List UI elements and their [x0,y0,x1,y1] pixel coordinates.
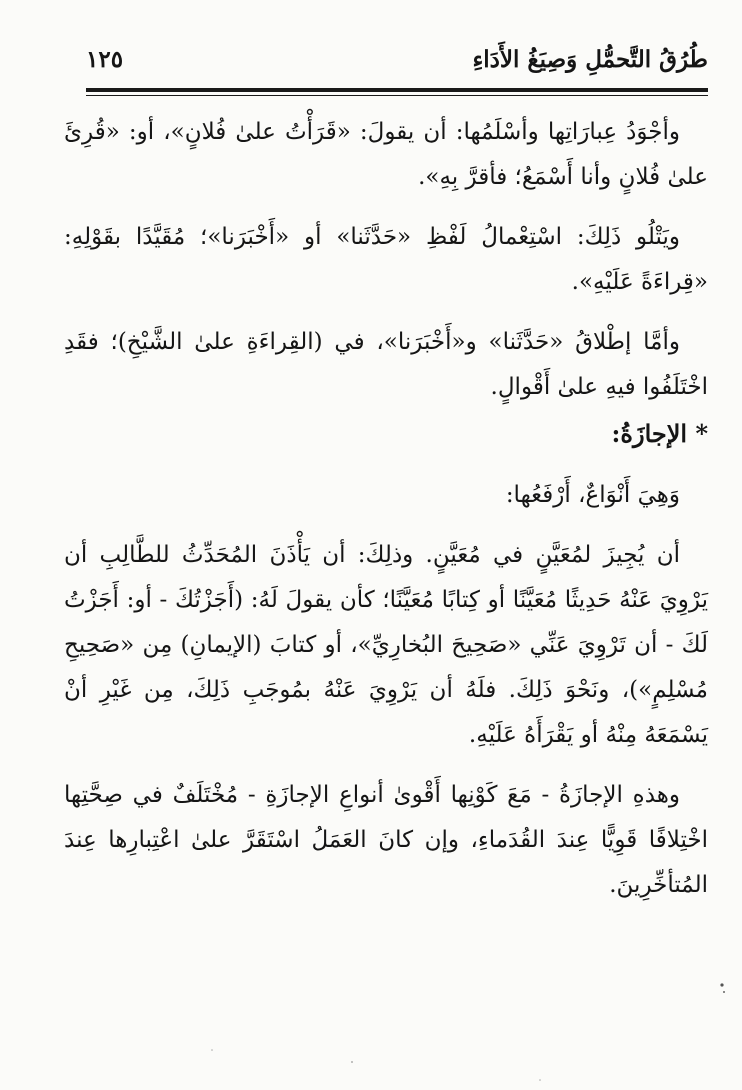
body-text [64,110,708,908]
paragraph-specific-permission: أن يُجِيزَ لمُعَيَّنٍ في مُعَيَّنٍ. وذلِكَ: أن يَأْذَنَ المُحَدِّثُ للطَّالِبِ أن يَرْوِيَ عَنْهُ حَدِيثًا مُعَيَّنًا أو كِتابًا مُعَيَّنًا؛ كأن يقولَ لَهُ: (أَجَزْتُكَ - أو: أَجَزْتُ لَكَ - أن تَرْوِيَ عَنِّي «صَحِيحَ البُخارِيِّ»، أو كتابَ (الإيمانِ) مِن «صَحِيحِ مُسْلِمٍ»)، ونَحْوَ ذَلِكَ. فلَهُ أن يَرْوِيَ عَنْهُ بمُوجَبِ ذَلِكَ، مِن غَيْرِ أنْ يَسْمَعَهُ مِنْهُ أو يَقْرَأَهُ عَلَيْهِ. [64,542,708,748]
heading-text: الإجازَةُ: [611,419,688,448]
header-rule-thin [86,95,708,96]
section-heading [64,410,708,458]
paragraph-best-phrasing: وأجْوَدُ عِبارَاتِها وأسْلَمُها: أن يقولَ: «قَرَأْتُ علىٰ فُلانٍ»، أو: «قُرِئَ علىٰ فُلانٍ وأنا أَسْمَعُ؛ فأقرَّ بِهِ». [64,119,708,190]
header-rule-thick [86,88,708,92]
header-title: طُرُقُ التَّحمُّلِ وَصِيَغُ الأَدَاءِ [472,46,708,73]
paragraph-types-intro: وَهِيَ أَنْوَاعٌ، أَرْفَعُها: [505,482,680,508]
paragraph-unqualified-use: وأمَّا إطْلاقُ «حَدَّثَنا» و«أَخْبَرَنا»، في (القِراءَةِ علىٰ الشَّيْخِ)؛ فقَدِ اخْتَلَفُوا فيهِ علىٰ أَقْوالٍ. [64,329,708,400]
running-header [86,42,708,84]
paragraph-validity-dispute: وهذهِ الإجازَةُ - مَعَ كَوْنِها أَقْوىٰ أنواعِ الإجازَةِ - مُخْتَلَفٌ في صِحَّتِها اخْتِلافًا قَوِيًّا عِندَ القُدَماءِ، وإن كانَ العَمَلُ اسْتَقَرَّ علىٰ اعْتِبارِها عِندَ المُتأخِّرِينَ. [64,782,708,898]
page-number: ١٢٥ [86,46,124,73]
paragraph-followed-by: ويَتْلُو ذَلِكَ: اسْتِعْمالُ لَفْظِ «حَدَّثَنا» أو «أَخْبَرَنا»؛ مُقَيَّدًا بقَوْلِهِ: «قِراءَةً عَلَيْهِ». [64,224,708,295]
heading-star: * [695,419,708,448]
